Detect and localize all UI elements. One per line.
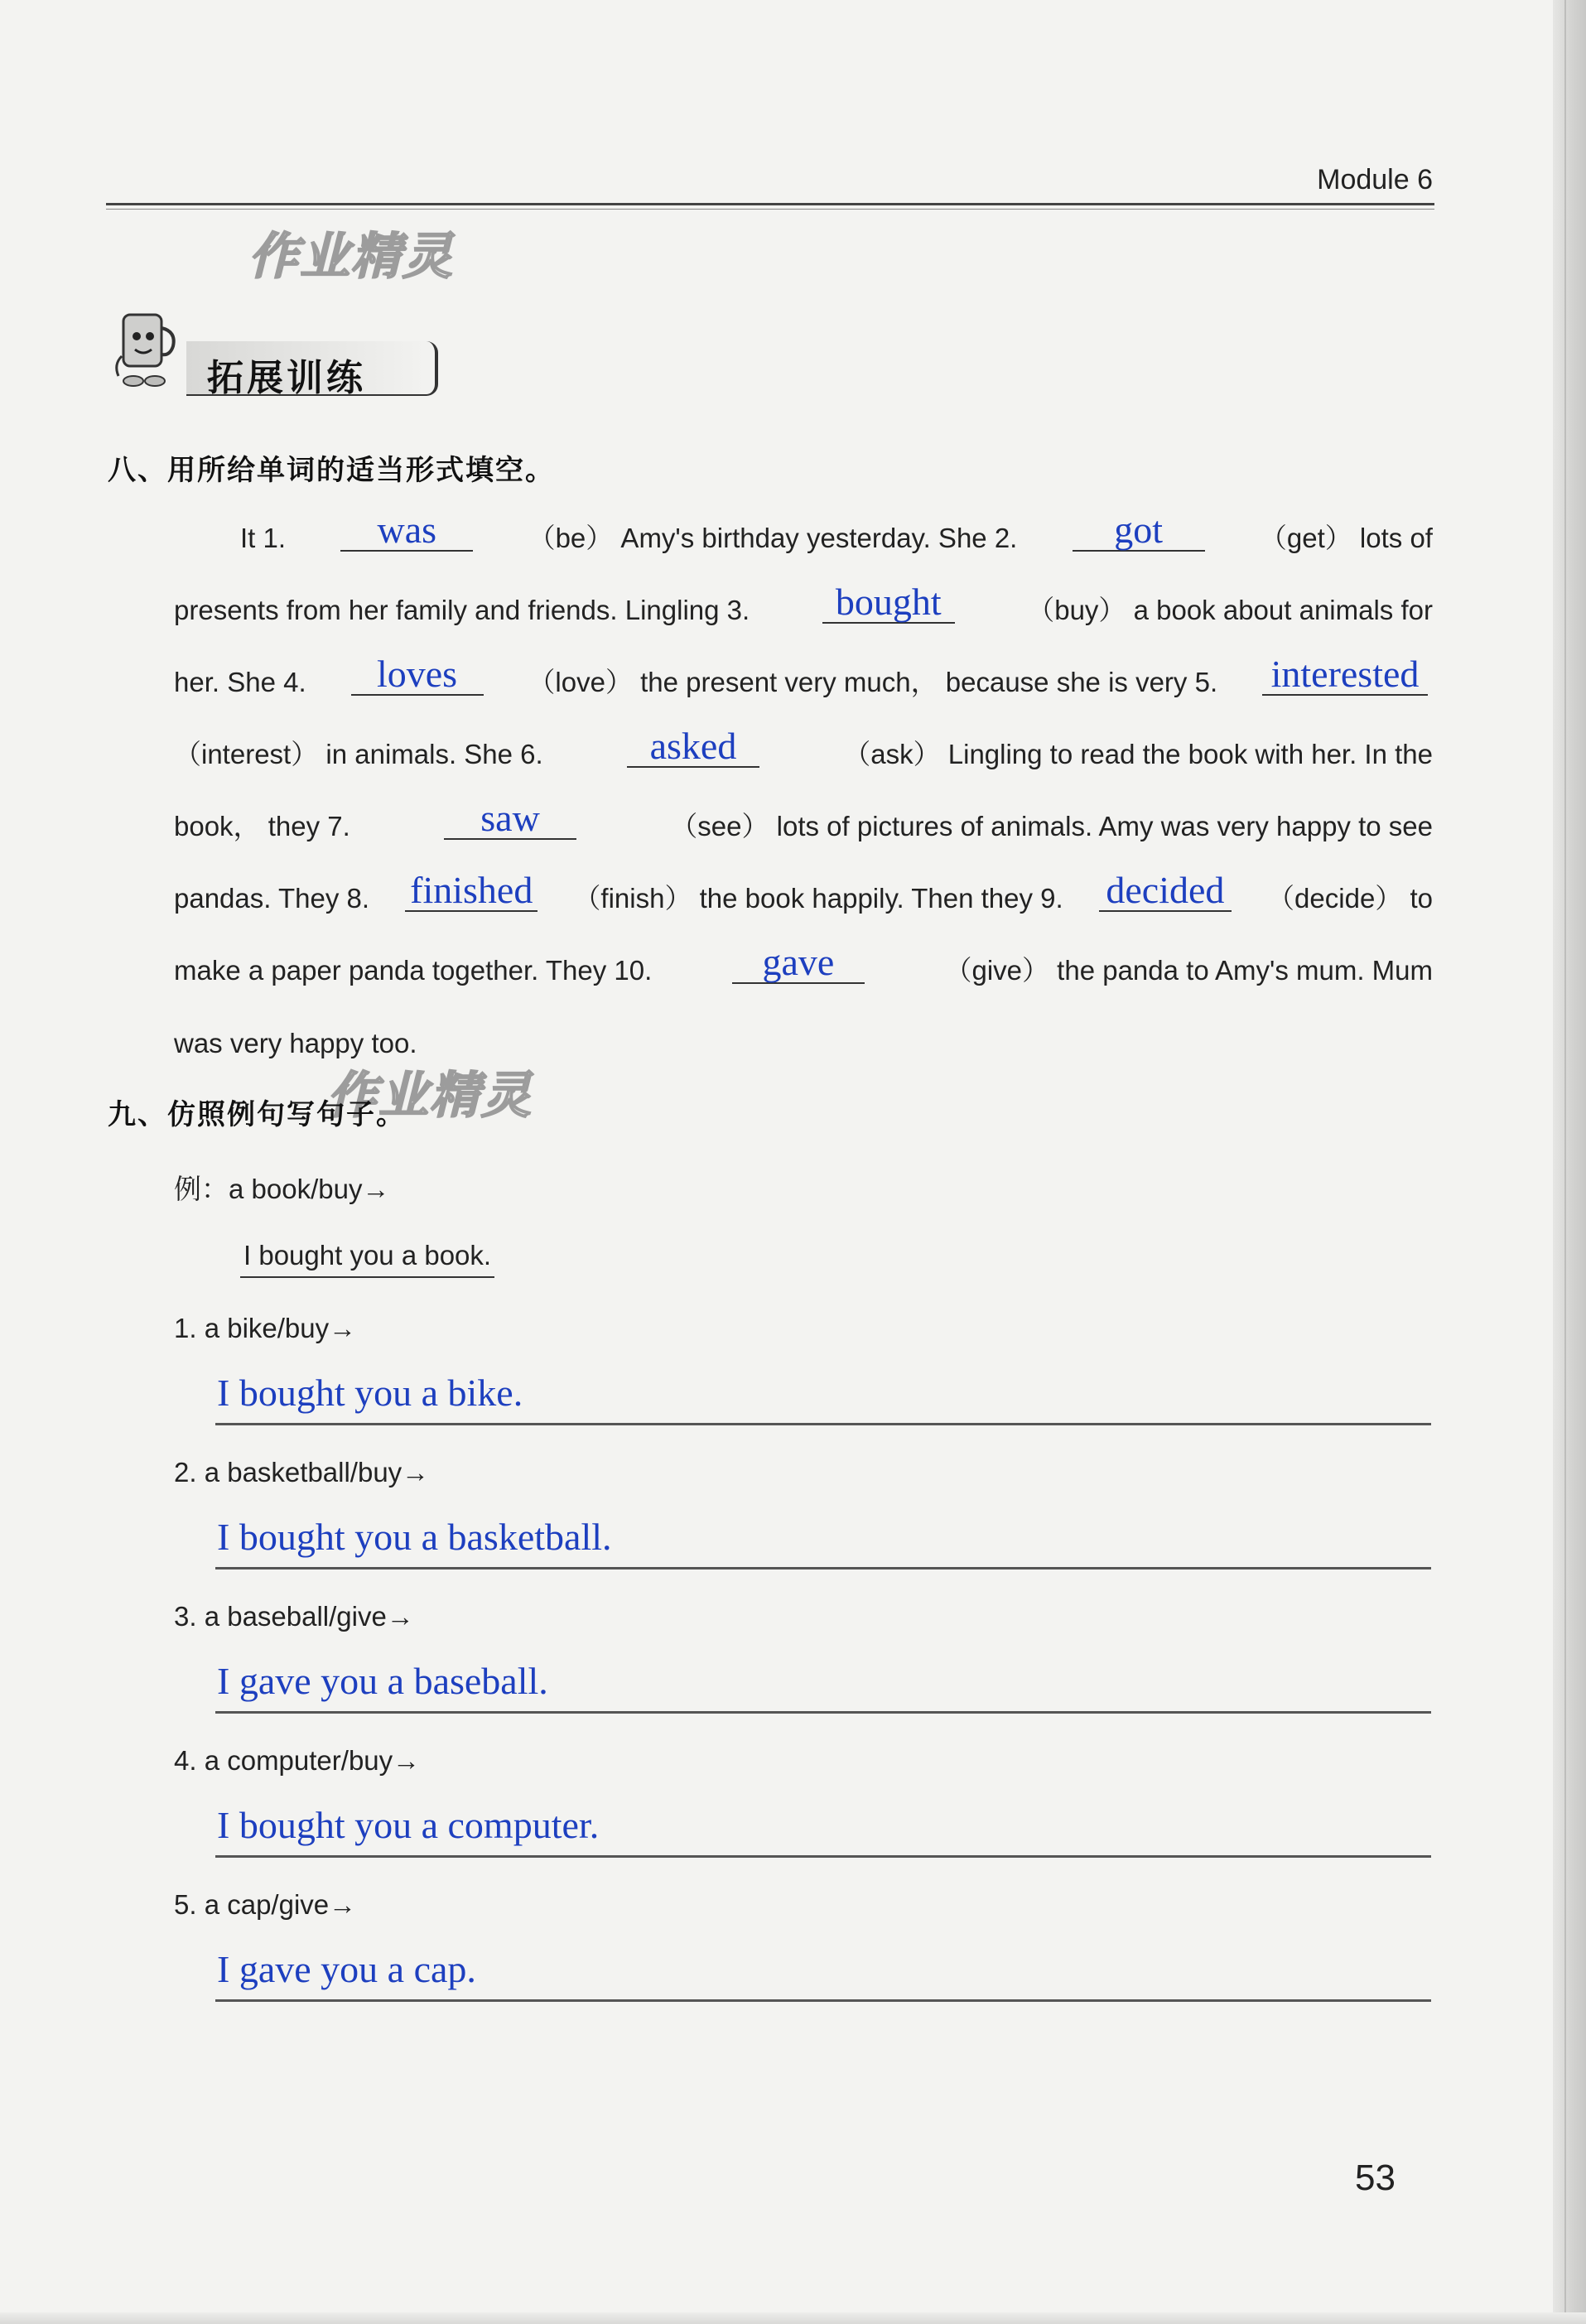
example-prompt: 例：a book/buy→ [174, 1174, 390, 1204]
handwritten-answer: I gave you a cap. [217, 1948, 476, 1990]
item-prompt: 5. a cap/give→ [174, 1889, 357, 1920]
passage-line [174, 581, 1433, 627]
handwritten-answer: interested [1270, 653, 1420, 695]
handwritten-answer: gave [762, 941, 835, 983]
handwritten-answer: saw [480, 797, 540, 839]
passage-text: book， they 7. [174, 811, 350, 841]
example-answer: I bought you a book. [240, 1240, 494, 1278]
bottom-shadow [0, 2312, 1586, 2324]
answer-blank[interactable] [822, 581, 955, 624]
answer-blank[interactable] [1262, 653, 1428, 696]
handwritten-answer: I bought you a basketball. [217, 1516, 612, 1558]
passage-text: It 1. [240, 523, 287, 553]
question-9-title: 九、仿照例句写句子。 [108, 1098, 406, 1131]
passage-line [174, 1027, 1433, 1060]
answer-line[interactable] [215, 1999, 1431, 2002]
page-number: 53 [1355, 2158, 1396, 2198]
handwritten-answer: loves [376, 653, 458, 695]
answer-blank[interactable] [340, 509, 473, 552]
page-edge-line [1564, 0, 1566, 2324]
passage-line [174, 869, 1433, 915]
handwritten-answer: finished [410, 869, 533, 911]
answer-line[interactable] [215, 1567, 1431, 1569]
answer-blank[interactable] [1099, 869, 1232, 912]
passage-text: presents from her family and friends. Lingling 3. [174, 595, 750, 625]
handwritten-answer: asked [649, 725, 737, 767]
answer-blank[interactable] [351, 653, 484, 696]
item-prompt: 1. a bike/buy→ [174, 1313, 357, 1343]
answer-blank[interactable] [405, 869, 538, 912]
answer-line[interactable] [215, 1423, 1431, 1425]
passage-line [174, 653, 1433, 699]
handwritten-answer: bought [835, 581, 942, 623]
handwritten-answer: was [377, 509, 437, 551]
module-label: Module 6 [1317, 164, 1433, 195]
passage-line [174, 797, 1433, 843]
header-rule [106, 203, 1434, 205]
handwritten-answer: I bought you a computer. [217, 1804, 600, 1846]
passage-text: （see） lots of pictures of animals. Amy was very happy to see [670, 811, 1433, 841]
question-8-title: 八、用所给单词的适当形式填空。 [108, 454, 555, 487]
answer-blank[interactable] [1073, 509, 1205, 552]
passage-line [174, 725, 1433, 771]
passage-text: （buy） a book about animals for [1027, 595, 1433, 625]
passage-text: （love） the present very much， because she is very 5. [528, 667, 1218, 697]
passage-text: （finish） the book happily. Then they 9. [573, 883, 1063, 914]
passage-text: （interest） in animals. She 6. [174, 739, 543, 769]
answer-blank[interactable] [627, 725, 759, 768]
passage-text: make a paper panda together. They 10. [174, 955, 653, 986]
passage-line [240, 509, 1433, 555]
header-rule-thin [106, 209, 1434, 210]
passage-text: pandas. They 8. [174, 883, 370, 914]
passage-text: （ask） Lingling to read the book with her. In the [843, 739, 1433, 769]
handwritten-answer: I bought you a bike. [217, 1372, 523, 1414]
item-prompt: 3. a baseball/give→ [174, 1601, 414, 1632]
item-prompt: 2. a basketball/buy→ [174, 1457, 430, 1487]
watermark-logo: 作业精灵 [248, 228, 454, 286]
passage-text: （get） lots of [1259, 523, 1433, 553]
handwritten-answer: got [1114, 509, 1163, 551]
passage-text: （be） Amy's birthday yesterday. She 2. [528, 523, 1018, 553]
handwritten-answer: I gave you a baseball. [217, 1660, 548, 1702]
passage-text: （decide） to [1267, 883, 1433, 914]
watermark-logo: 作业精灵 [327, 1067, 533, 1125]
answer-blank[interactable] [732, 941, 865, 984]
passage-text: her. She 4. [174, 667, 306, 697]
handwritten-answer: decided [1106, 869, 1225, 911]
passage-text: （give） the panda to Amy's mum. Mum [944, 955, 1433, 986]
passage-line [174, 941, 1433, 987]
page-edge [1553, 0, 1586, 2324]
answer-line[interactable] [215, 1711, 1431, 1714]
mug-mascot-icon [112, 305, 180, 396]
section-title: 拓展训练 [207, 357, 366, 399]
answer-blank[interactable] [444, 797, 576, 840]
item-prompt: 4. a computer/buy→ [174, 1745, 421, 1776]
answer-line[interactable] [215, 1855, 1431, 1858]
passage-text: was very happy too. [174, 1028, 417, 1058]
